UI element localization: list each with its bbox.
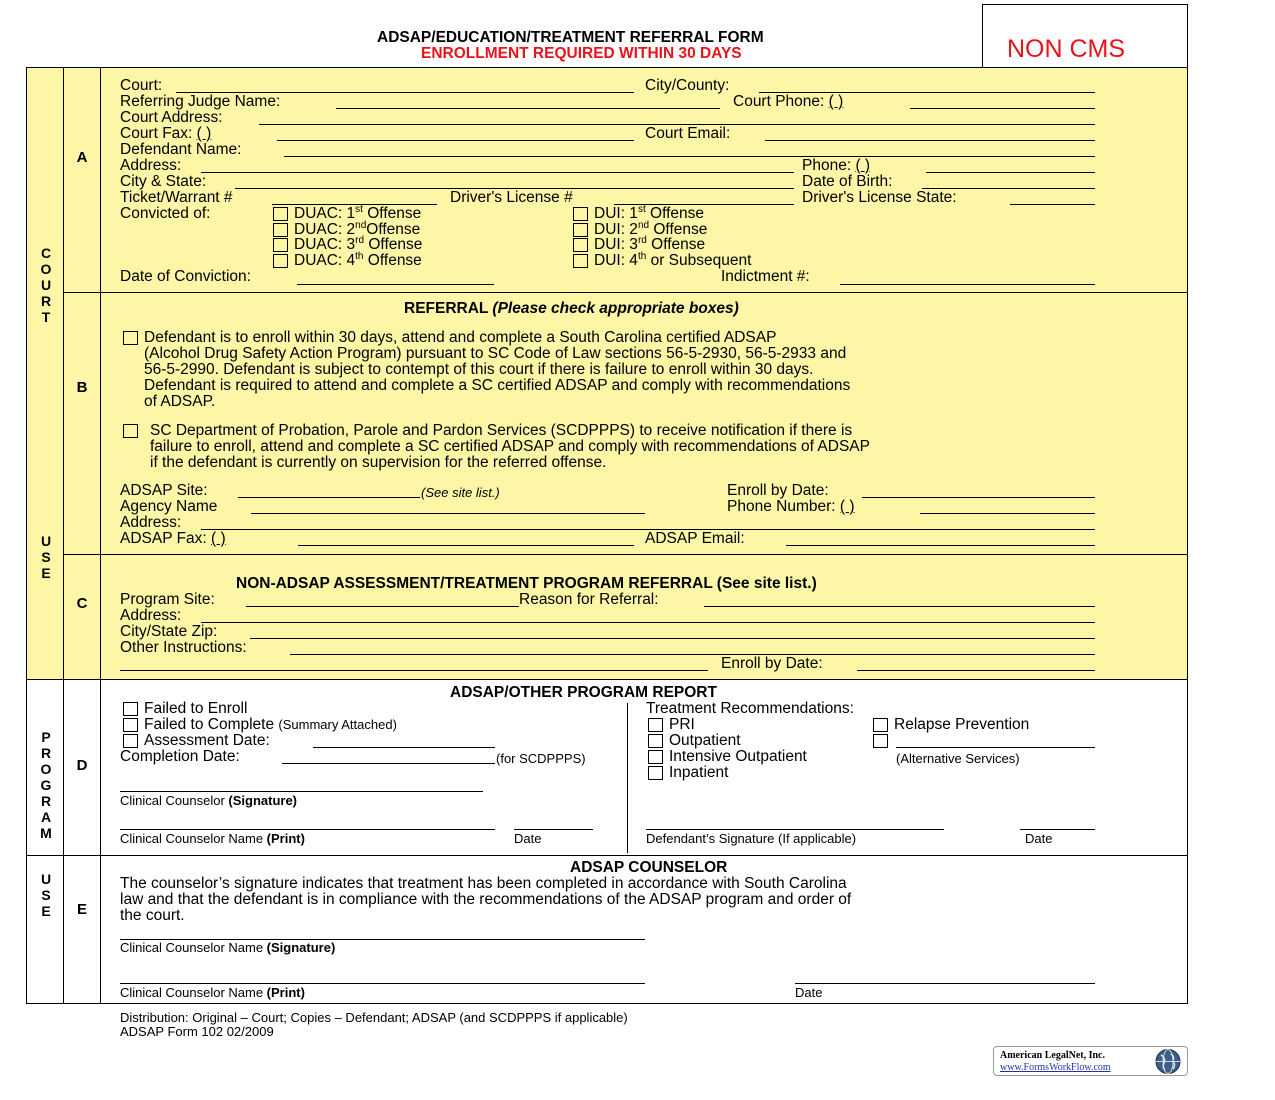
court-fax-field[interactable] [277, 125, 636, 140]
dui-1-checkbox[interactable] [573, 207, 588, 221]
treatment-recs-label: Treatment Recommendations: [646, 700, 854, 717]
see-site-list-note: (See site list.) [421, 485, 500, 500]
counselor-date-field[interactable] [514, 814, 595, 829]
other-instructions-field-2[interactable] [120, 655, 710, 670]
referral-heading: REFERRAL (Please check appropriate boxes) [404, 300, 739, 317]
scdppps-text-1: SC Department of Probation, Parole and Pardon Services (SCDPPPS) to receive notification if there is [150, 422, 853, 439]
adsap-fax-paren: ( ) [211, 530, 226, 547]
dl-state-line [1010, 204, 1095, 205]
dl-label: Driver's License # [450, 189, 573, 206]
city-state-zip-field[interactable] [250, 623, 1097, 638]
assessment-date-checkbox[interactable] [123, 734, 138, 748]
adsap-address-label: Address: [120, 514, 182, 531]
distribution-note: Distribution: Original – Court; Copies – Defendant; ADSAP (and SCDPPPS if applicable) [120, 1010, 628, 1025]
failed-complete-label: Failed to Complete (Summary Attached) [144, 716, 397, 733]
assessment-date-field[interactable] [313, 732, 497, 747]
e-signature-field[interactable] [120, 924, 647, 939]
divider [100, 67, 101, 1004]
dui-1-label: DUI: 1st Offense [594, 203, 705, 222]
form-subtitle: ENROLLMENT REQUIRED WITHIN 30 DAYS [421, 45, 742, 62]
defendant-name-field[interactable] [284, 141, 1097, 156]
legalnet-logo[interactable] [993, 1046, 1188, 1076]
city-state-zip-label: City/State Zip: [120, 623, 218, 640]
agency-field[interactable] [251, 498, 647, 513]
non-cms-box [982, 4, 1188, 68]
failed-enroll-label: Failed to Enroll [144, 700, 248, 717]
phone-number-paren: ( ) [839, 498, 855, 515]
counselor-print-label: Clinical Counselor Name (Print) [120, 831, 305, 846]
counselor-date-label: Date [514, 831, 542, 846]
section-letter-d: D [76, 757, 88, 774]
adsap-email-label: ADSAP Email: [645, 530, 745, 547]
counselor-print-field[interactable] [120, 814, 497, 829]
dl-state-label: Driver's License State: [802, 189, 957, 206]
alt-services-note: (Alternative Services) [896, 751, 1020, 766]
phone-paren: ( ) [855, 157, 871, 174]
non-cms-label: NON CMS [1007, 35, 1126, 63]
divider [63, 554, 1188, 555]
e-date-line [795, 983, 1095, 984]
city-county-label: City/County: [645, 77, 730, 94]
counselor-statement-2: law and that the defendant is in compliance with the recommendations of the ADSAP program and order of [120, 891, 852, 908]
program-use-label-bottom: U S E [40, 871, 52, 919]
other-instructions-label: Other Instructions: [120, 639, 247, 656]
c-enroll-by-line [857, 670, 1095, 671]
defendant-signature-line [646, 829, 944, 830]
logo-url: www.FormsWorkFlow.com [1000, 1062, 1111, 1073]
completion-date-field[interactable] [282, 748, 497, 763]
program-use-label-top: P R O G R A M [40, 729, 52, 841]
section-letter-e: E [76, 901, 87, 918]
counselor-statement-1: The counselor’s signature indicates that treatment has been completed in accordance with South Carolina [120, 875, 847, 892]
dui-4-checkbox[interactable] [573, 254, 588, 268]
counselor-statement-3: the court. [120, 907, 185, 924]
defendant-date-line [1020, 829, 1095, 830]
e-date-label: Date [795, 985, 823, 1000]
c-address-field[interactable] [201, 607, 1097, 622]
city-county-field[interactable] [759, 77, 1097, 92]
court-fax-paren: ( ) [196, 125, 212, 142]
failed-enroll-checkbox[interactable] [123, 702, 138, 716]
counselor-signature-field[interactable] [120, 776, 485, 791]
date-conviction-field[interactable] [297, 268, 496, 283]
adsap-counselor-heading: ADSAP COUNSELOR [570, 859, 728, 876]
city-state-label: City & State: [120, 173, 207, 190]
date-conviction-label: Date of Conviction: [120, 268, 251, 285]
indictment-line [840, 284, 1095, 285]
adsap-referral-text-4: Defendant is required to attend and complete a SC certified ADSAP and comply with recommendations [144, 377, 851, 394]
enroll-by-field[interactable] [862, 482, 1097, 497]
completion-date-label: Completion Date: [120, 748, 240, 765]
completion-date-line [282, 763, 495, 764]
address-label: Address: [120, 157, 182, 174]
e-print-field[interactable] [120, 968, 647, 983]
court-address-field[interactable] [259, 109, 1097, 124]
defendant-name-label: Defendant Name: [120, 141, 242, 158]
ticket-field[interactable] [272, 189, 439, 204]
divider [63, 67, 64, 1004]
e-date-field[interactable] [795, 968, 1097, 983]
indictment-label: Indictment #: [721, 268, 810, 285]
intensive-label: Intensive Outpatient [669, 748, 807, 765]
reason-label: Reason for Referral: [519, 591, 659, 608]
duac-4-checkbox[interactable] [273, 254, 288, 268]
scdppps-text-2: failure to enroll, attend and complete a SC certified ADSAP and comply with recommendations of ADSAP [150, 438, 870, 455]
adsap-referral-text-1: Defendant is to enroll within 30 days, attend and complete a South Carolina certified ADSAP [144, 329, 777, 346]
other-service-field[interactable] [896, 732, 1097, 747]
adsap-referral-text-3: 56-5-2990. Defendant is subject to contempt of this court if there is failure to enroll within 30 days. [144, 361, 814, 378]
counselor-date-line [514, 829, 593, 830]
defendant-date-field[interactable] [1020, 814, 1097, 829]
non-adsap-heading: NON-ADSAP ASSESSMENT/TREATMENT PROGRAM REFERRAL (See site list.) [236, 575, 817, 592]
adsap-site-label: ADSAP Site: [120, 482, 208, 499]
court-phone-field[interactable] [910, 93, 1097, 108]
duac-2-label: DUAC: 2ndOffense [294, 219, 421, 238]
phone-number-field[interactable] [920, 498, 1097, 513]
defendant-signature-label: Defendant’s Signature (If applicable) [646, 831, 857, 846]
duac-3-label: DUAC: 3rd Offense [294, 234, 423, 253]
e-print-label: Clinical Counselor Name (Print) [120, 985, 305, 1000]
dob-label: Date of Birth: [802, 173, 893, 190]
program-site-field[interactable] [246, 591, 521, 606]
court-phone-label: Court Phone: ( ) [733, 93, 844, 110]
other-service-checkbox[interactable] [873, 734, 888, 748]
judge-field[interactable] [336, 93, 722, 108]
divider [26, 855, 1188, 856]
court-fax-label: Court Fax: ( ) [120, 125, 212, 142]
defendant-signature-field[interactable] [646, 814, 946, 829]
assessment-date-label: Assessment Date: [144, 732, 270, 749]
program-site-label: Program Site: [120, 591, 215, 608]
duac-1-checkbox[interactable] [273, 207, 288, 221]
adsap-address-field[interactable] [201, 514, 1097, 529]
other-service-line [896, 747, 1095, 748]
failed-complete-checkbox[interactable] [123, 718, 138, 732]
convicted-of-label: Convicted of: [120, 205, 211, 222]
dui-3-checkbox[interactable] [573, 238, 588, 252]
other-instructions-field[interactable] [290, 639, 1097, 654]
outpatient-checkbox[interactable] [648, 734, 663, 748]
court-use-label-top: C O U R T [40, 245, 52, 325]
e-print-line [120, 983, 645, 984]
phone-number-label: Phone Number: ( ) [727, 498, 855, 515]
phone-label: Phone: ( ) [802, 157, 871, 174]
outpatient-label: Outpatient [669, 732, 741, 749]
relapse-label: Relapse Prevention [894, 716, 1030, 733]
enroll-by-label: Enroll by Date: [727, 482, 829, 499]
for-scdppps-note: (for SCDPPPS) [496, 751, 586, 766]
other-instructions-line-2 [120, 670, 708, 671]
adsap-email-line [786, 545, 1095, 546]
duac-2-checkbox[interactable] [273, 223, 288, 237]
globe-icon [1152, 1048, 1184, 1075]
court-phone-paren: ( ) [828, 93, 844, 110]
dui-3-label: DUI: 3rd Offense [594, 234, 706, 253]
logo-name: American LegalNet, Inc. [1000, 1050, 1105, 1061]
counselor-print-line [120, 829, 495, 830]
adsap-fax-line [298, 545, 634, 546]
court-email-label: Court Email: [645, 125, 731, 142]
pri-checkbox[interactable] [648, 718, 663, 732]
section-letter-a: A [76, 149, 88, 166]
relapse-checkbox[interactable] [873, 718, 888, 732]
court-email-field[interactable] [765, 125, 1097, 140]
inpatient-label: Inpatient [669, 764, 729, 781]
city-state-field[interactable] [235, 173, 796, 188]
section-letter-c: C [76, 595, 88, 612]
section-letter-b: B [76, 379, 88, 396]
program-report-heading: ADSAP/OTHER PROGRAM REPORT [450, 684, 717, 701]
dui-2-checkbox[interactable] [573, 223, 588, 237]
court-field[interactable] [176, 77, 636, 92]
duac-4-label: DUAC: 4th Offense [294, 250, 422, 269]
ticket-label: Ticket/Warrant # [120, 189, 233, 206]
dob-field[interactable] [922, 173, 1097, 188]
date-conviction-line [297, 284, 494, 285]
adsap-referral-text-5: of ADSAP. [144, 393, 216, 410]
c-address-label: Address: [120, 607, 182, 624]
inpatient-checkbox[interactable] [648, 766, 663, 780]
form-number: ADSAP Form 102 02/2009 [120, 1024, 274, 1039]
adsap-site-field[interactable] [238, 482, 422, 497]
indictment-field[interactable] [840, 268, 1097, 283]
counselor-signature-label: Clinical Counselor (Signature) [120, 793, 298, 808]
dl-field[interactable] [614, 189, 796, 204]
c-enroll-by-field[interactable] [857, 655, 1097, 670]
adsap-referral-checkbox[interactable] [123, 331, 138, 345]
duac-1-label: DUAC: 1st Offense [294, 203, 422, 222]
defendant-date-label: Date [1025, 831, 1053, 846]
address-field[interactable] [201, 157, 796, 172]
phone-field[interactable] [926, 157, 1097, 172]
divider [63, 292, 1188, 293]
c-enroll-by-label: Enroll by Date: [721, 655, 823, 672]
dui-2-label: DUI: 2nd Offense [594, 219, 708, 238]
court-address-label: Court Address: [120, 109, 223, 126]
agency-label: Agency Name [120, 498, 218, 515]
scdppps-checkbox[interactable] [123, 424, 138, 438]
adsap-referral-text-2: (Alcohol Drug Safety Action Program) pursuant to SC Code of Law sections 56-5-2930, 56-5-2933 and [144, 345, 847, 362]
e-signature-label: Clinical Counselor Name (Signature) [120, 940, 336, 955]
counselor-signature-line [120, 791, 483, 792]
adsap-fax-label: ADSAP Fax: ( ) [120, 530, 226, 547]
form-title: ADSAP/EDUCATION/TREATMENT REFERRAL FORM [377, 29, 764, 46]
adsap-email-field[interactable] [786, 530, 1097, 545]
adsap-fax-field[interactable] [298, 530, 636, 545]
dl-state-field[interactable] [1010, 189, 1097, 204]
court-use-label-bottom: U S E [40, 533, 52, 581]
duac-3-checkbox[interactable] [273, 238, 288, 252]
pri-label: PRI [669, 716, 695, 733]
court-label: Court: [120, 77, 163, 94]
judge-label: Referring Judge Name: [120, 93, 281, 110]
scdppps-text-3: if the defendant is currently on supervision for the referred offense. [150, 454, 607, 471]
dui-4-label: DUI: 4th or Subsequent [594, 250, 752, 269]
reason-field[interactable] [704, 591, 1097, 606]
divider [627, 703, 628, 853]
intensive-checkbox[interactable] [648, 750, 663, 764]
